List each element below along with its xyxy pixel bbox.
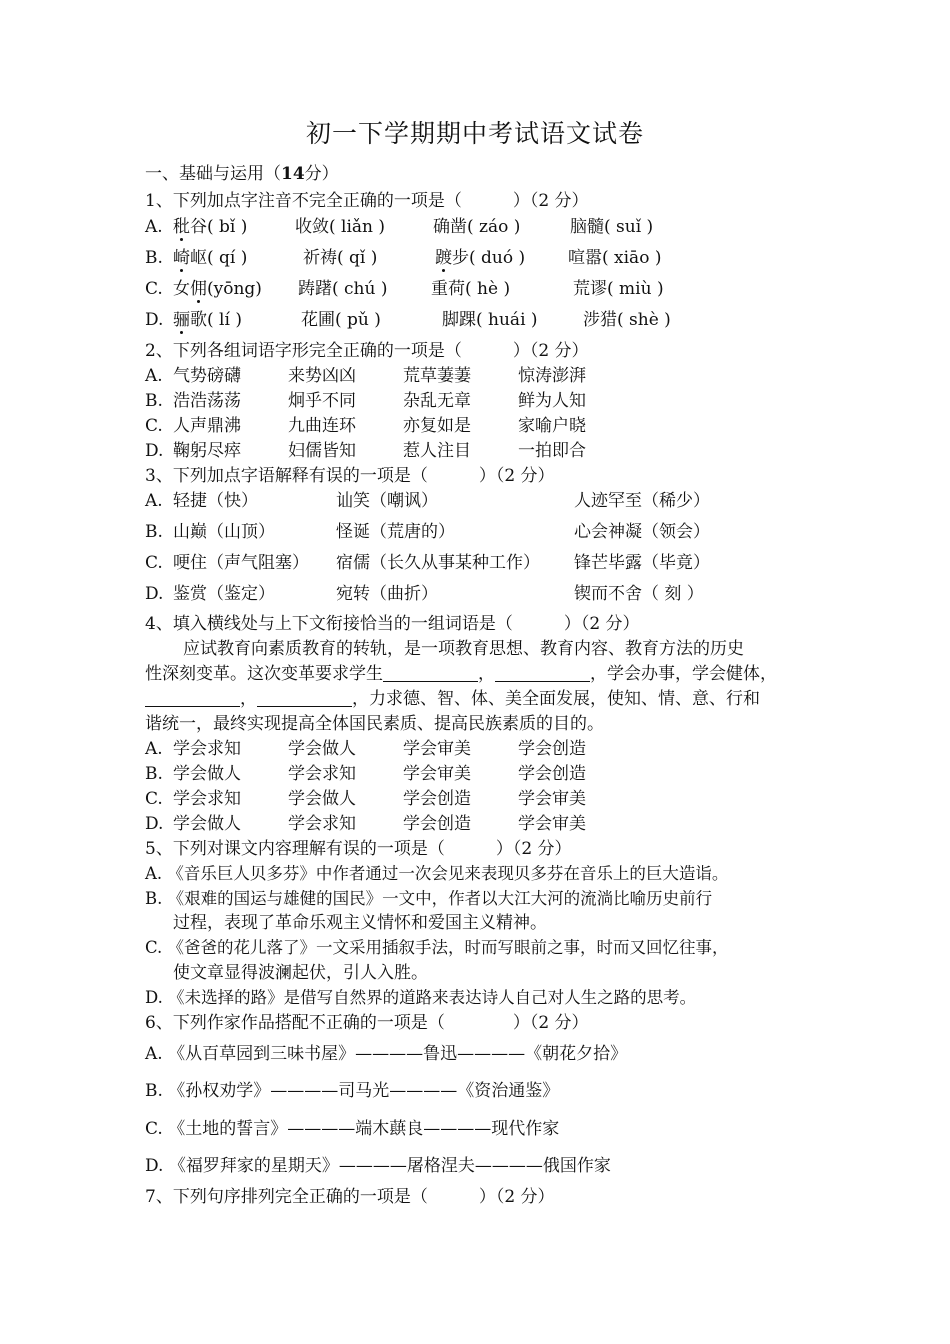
q7-stem: 7、下列句序排列完全正确的一项是（ ）（2 分） xyxy=(145,1187,555,1207)
q3-option-b: B. 山巅（山顶） 怪诞（荒唐的） 心会神凝（领会） xyxy=(145,522,710,542)
q4-passage-line-3: ， ，力求德、智、体、美全面发展，使知、情、意、行和 xyxy=(145,688,810,710)
q4-passage-line-4: 谐统一，最终实现提高全体国民素质、提高民族素质的目的。 xyxy=(145,714,604,734)
q3-option-d: D. 鉴赏（鉴定） 宛转（曲折） 锲而不舍（ 刻 ） xyxy=(145,584,704,604)
q1-option-b: B. 崎岖( qí ) 祈祷( qǐ ) 踱步( duó ) 喧嚣( xiāo ) xyxy=(145,248,662,268)
fill-blank-3 xyxy=(145,688,240,707)
q4-option-a: A. 学会求知 学会做人 学会审美 学会创造 xyxy=(145,739,586,759)
q1-stem: 1、下列加点字注音不完全正确的一项是（ ）（2 分） xyxy=(145,191,589,211)
q4-passage-line-2: 性深刻变革。这次变革要求学生 ， ，学会办事，学会健体， xyxy=(145,664,777,684)
q6-stem: 6、下列作家作品搭配不正确的一项是（ ）（2 分） xyxy=(145,1013,589,1033)
q1-option-c: C. 女佣(yōng) 踌躇( chú ) 重荷( hè ) 荒谬( miù ) xyxy=(145,279,664,299)
q3-stem: 3、下列加点字语解释有误的一项是（ ）（2 分） xyxy=(145,466,555,486)
q1-option-d: D. 骊歌( lí ) 花圃( pǔ ) 脚踝( huái ) 涉猎( shè ) xyxy=(145,310,671,330)
q4-passage-line-1: 应试教育向素质教育的转轨，是一项教育思想、教育内容、教育方法的历史 xyxy=(183,639,744,659)
q6-option-a: A. 《从百草园到三味书屋》————鲁迅————《朝花夕拾》 xyxy=(145,1044,628,1064)
q2-option-d: D. 鞠躬尽瘁 妇儒皆知 惹人注目 一拍即合 xyxy=(145,441,586,461)
q6-option-b: B. 《孙权劝学》————司马光————《资治通鉴》 xyxy=(145,1081,560,1101)
q5-stem: 5、下列对课文内容理解有误的一项是（ ）（2 分） xyxy=(145,839,572,859)
q5-option-b-line-2: 过程，表现了革命乐观主义情怀和爱国主义精神。 xyxy=(173,913,547,933)
q6-option-d: D. 《福罗拜家的星期天》————屠格涅夫————俄国作家 xyxy=(145,1156,611,1176)
q4-option-d: D. 学会做人 学会求知 学会创造 学会审美 xyxy=(145,814,586,834)
q2-option-a: A. 气势磅礴 来势凶凶 荒草萋萋 惊涛澎湃 xyxy=(145,366,586,386)
q3-option-a: A. 轻捷（快） 讪笑（嘲讽） 人迹罕至（稀少） xyxy=(145,491,710,511)
q2-option-c: C. 人声鼎沸 九曲连环 亦复如是 家喻户晓 xyxy=(145,416,586,436)
q1-option-a: A. 秕谷( bǐ ) 收敛( liǎn ) 确凿( záo ) 脑髓( suǐ ) xyxy=(145,217,654,237)
q2-option-b: B. 浩浩荡荡 炯乎不同 杂乱无章 鲜为人知 xyxy=(145,391,586,411)
q4-option-b: B. 学会做人 学会求知 学会审美 学会创造 xyxy=(145,764,586,784)
q5-option-a: A. 《音乐巨人贝多芬》中作者通过一次会见来表现贝多芬在音乐上的巨大造诣。 xyxy=(145,864,729,883)
q5-option-b-line-1: B. 《艰难的国运与雄健的国民》一文中，作者以大江大河的流淌比喻历史前行 xyxy=(145,889,713,908)
q3-option-c: C. 哽住（声气阻塞） 宿儒（长久从事某种工作） 锋芒毕露（毕竟） xyxy=(145,553,710,573)
q4-stem: 4、填入横线处与上下文衔接恰当的一组词语是（ ）（2 分） xyxy=(145,614,640,634)
q2-stem: 2、下列各组词语字形完全正确的一项是（ ）（2 分） xyxy=(145,341,589,361)
q4-option-c: C. 学会求知 学会做人 学会创造 学会审美 xyxy=(145,789,586,809)
fill-blank-4 xyxy=(257,688,352,707)
fill-blank-1 xyxy=(383,663,478,682)
q6-option-c: C. 《土地的誓言》————端木蕻良————现代作家 xyxy=(145,1119,560,1139)
section-heading: 一、基础与运用（14分） xyxy=(145,164,339,184)
q5-option-c-line-2: 使文章显得波澜起伏，引人入胜。 xyxy=(173,963,428,983)
q5-option-d: D. 《未选择的路》是借写自然界的道路来表达诗人自己对人生之路的思考。 xyxy=(145,988,697,1007)
fill-blank-2 xyxy=(495,663,590,682)
q5-option-c-line-1: C. 《爸爸的花儿落了》一文采用插叙手法，时而写眼前之事，时而又回忆往事， xyxy=(145,938,729,957)
page-title: 初一下学期期中考试语文试卷 xyxy=(305,119,644,148)
section-points: 14 xyxy=(281,164,305,184)
